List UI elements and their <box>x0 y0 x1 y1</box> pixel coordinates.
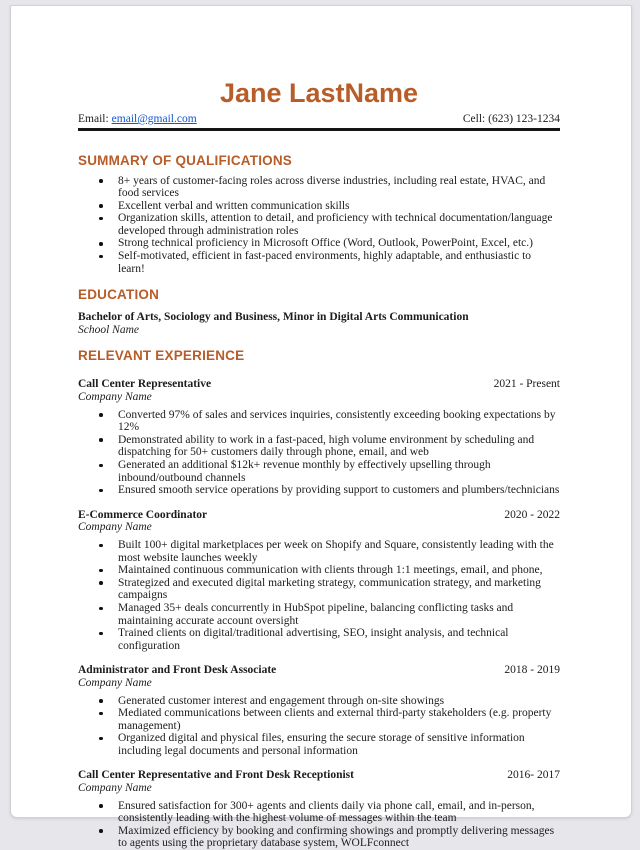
job-dates: 2020 - 2022 <box>504 508 560 521</box>
bullet-item: Mediated communications between clients and external third-party stakeholders (e.g. property management) <box>78 707 560 732</box>
job-header <box>78 769 560 782</box>
bullet-item: Self-motivated, efficient in fast-paced environments, highly adaptable, and enthusiastic to learn! <box>78 250 560 275</box>
bullet-item: Built 100+ digital marketplaces per week on Shopify and Square, consistently leading with the most website launches weekly <box>78 539 560 564</box>
job-dates: 2021 - Present <box>493 378 560 391</box>
job-header <box>78 664 560 677</box>
job-entry <box>78 664 560 757</box>
header-divider-rule <box>78 128 560 131</box>
bullet-item: Generated customer interest and engagement through on-site showings <box>78 695 560 708</box>
job-company-name: Company Name <box>78 391 152 404</box>
bullet-item: Ensured satisfaction for 300+ agents and clients daily via phone call, email, and in-person, consistently leading with the highest volume of messages within the team <box>78 800 560 825</box>
education-degree: Bachelor of Arts, Sociology and Business, Minor in Digital Arts Communication <box>78 311 469 324</box>
bullet-item: Converted 97% of sales and services inquiries, consistently exceeding booking expectations by 12% <box>78 409 560 434</box>
job-header <box>78 378 560 391</box>
email-link[interactable]: email@gmail.com <box>111 113 197 125</box>
bullet-item: Organization skills, attention to detail, and proficiency with technical documentation/language developed through administration roles <box>78 212 560 237</box>
bullet-item: Demonstrated ability to work in a fast-paced, high volume environment by scheduling and dispatching for 50+ customers daily through phone, email, and web <box>78 434 560 459</box>
bullet-item: Managed 35+ deals concurrently in HubSpot pipeline, balancing conflicting tasks and maintaining accurate account oversight <box>78 602 560 627</box>
job-company-name: Company Name <box>78 676 152 689</box>
job-title: Call Center Representative <box>78 378 212 391</box>
bullet-item: Ensured smooth service operations by providing support to customers and plumbers/technicians <box>78 484 560 497</box>
job-bullet-list <box>78 800 560 850</box>
section-heading-experience: RELEVANT EXPERIENCE <box>78 348 245 364</box>
job-company-name: Company Name <box>78 521 152 534</box>
section-heading-education: EDUCATION <box>78 287 160 303</box>
job-title: Call Center Representative and Front Desk Receptionist <box>78 769 354 782</box>
job-entry <box>78 769 560 850</box>
bullet-item: Maximized efficiency by booking and confirming showings and promptly delivering messages to agents using the proprietary database system, WOLFconnect <box>78 825 560 850</box>
job-company-name: Company Name <box>78 782 152 795</box>
bullet-item: Generated an additional $12k+ revenue monthly by effectively upselling through inbound/outbound channels <box>78 459 560 484</box>
email-label: Email: <box>78 113 109 125</box>
job-bullet-list <box>78 695 560 758</box>
bullet-item: Trained clients on digital/traditional advertising, SEO, insight analysis, and technical configuration <box>78 627 560 652</box>
bullet-item: Strong technical proficiency in Microsoft Office (Word, Outlook, PowerPoint, Excel, etc.) <box>78 237 560 250</box>
job-dates: 2016- 2017 <box>507 769 560 782</box>
job-dates: 2018 - 2019 <box>504 664 560 677</box>
bullet-item: 8+ years of customer-facing roles across diverse industries, including real estate, HVAC, and food services <box>78 175 560 200</box>
job-title: Administrator and Front Desk Associate <box>78 664 277 677</box>
job-entry <box>78 378 560 496</box>
job-title: E-Commerce Coordinator <box>78 508 208 521</box>
job-bullet-list <box>78 409 560 497</box>
bullet-item: Excellent verbal and written communication skills <box>78 200 560 213</box>
job-bullet-list <box>78 539 560 652</box>
contact-row <box>78 113 560 126</box>
job-entry <box>78 509 560 653</box>
resume-name-title: Jane LastName <box>219 78 419 108</box>
bullet-item: Organized digital and physical files, ensuring the secure storage of sensitive information including legal documents and personal information <box>78 732 560 757</box>
summary-bullet-list <box>78 175 560 276</box>
contact-email <box>78 113 197 126</box>
resume-page <box>10 5 632 850</box>
contact-cell: Cell: (623) 123-1234 <box>462 113 560 125</box>
education-school-name: School Name <box>78 323 140 336</box>
section-heading-summary: SUMMARY OF QUALIFICATIONS <box>78 152 292 168</box>
resume-content <box>11 6 631 850</box>
bullet-item: Strategized and executed digital marketing strategy, communication strategy, and marketing campaigns <box>78 577 560 602</box>
bullet-item: Maintained continuous communication with clients through 1:1 meetings, email, and phone, <box>78 564 560 577</box>
job-header <box>78 509 560 522</box>
